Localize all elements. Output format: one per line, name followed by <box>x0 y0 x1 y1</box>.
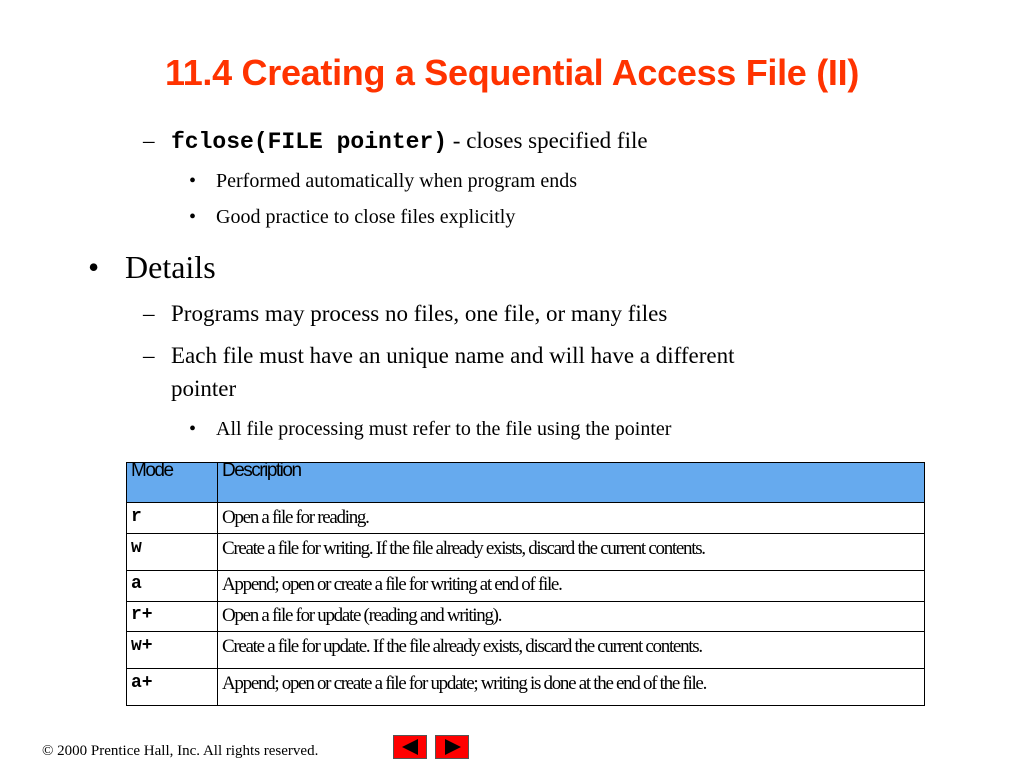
fclose-sub2: Good practice to close files explicitly <box>216 206 516 228</box>
sub-bullet-dot: • <box>189 206 197 228</box>
description-cell: Create a file for update. If the file already exists, discard the current contents. <box>218 632 925 669</box>
table-row <box>127 571 925 602</box>
next-slide-button[interactable] <box>435 735 469 759</box>
table-row <box>127 632 925 669</box>
description-cell: Append; open or create a file for writing at end of file. <box>218 571 925 602</box>
detail-dash: – <box>143 301 155 326</box>
description-cell: Open a file for reading. <box>218 503 925 534</box>
mode-cell: a+ <box>127 669 218 706</box>
detail-item-2: Each file must have an unique name and will have a different <box>171 343 735 368</box>
mode-cell: a <box>127 571 218 602</box>
table-row <box>127 534 925 571</box>
details-bullet: • <box>88 249 100 285</box>
detail-item-2-cont: pointer <box>171 376 237 401</box>
table-row <box>127 602 925 632</box>
table-row <box>127 669 925 706</box>
table-row <box>127 503 925 534</box>
left-arrow-icon <box>394 736 426 758</box>
description-cell: Open a file for update (reading and writing). <box>218 602 925 632</box>
slide-title: 11.4 Creating a Sequential Access File (II) <box>164 52 860 93</box>
header-mode: Mode <box>127 463 218 503</box>
detail-sub-1: All file processing must refer to the file using the pointer <box>216 418 672 440</box>
prev-slide-button[interactable] <box>393 735 427 759</box>
description-cell: Append; open or create a file for update; writing is done at the end of the file. <box>218 669 925 706</box>
sub-bullet-dot: • <box>189 170 197 192</box>
mode-cell: w <box>127 534 218 571</box>
detail-dash: – <box>143 343 155 368</box>
mode-cell: r <box>127 503 218 534</box>
header-description: Description <box>218 463 925 503</box>
description-cell: Create a file for writing. If the file already exists, discard the current contents. <box>218 534 925 571</box>
table-header-row <box>127 463 925 503</box>
fclose-text: - closes specified file <box>447 128 648 153</box>
details-heading: Details <box>125 249 216 285</box>
fclose-item <box>171 128 648 155</box>
detail-item-1: Programs may process no files, one file, or many files <box>171 301 668 326</box>
copyright-footer: © 2000 Prentice Hall, Inc. All rights reserved. <box>42 743 319 759</box>
file-modes-table <box>126 462 925 706</box>
mode-cell: r+ <box>127 602 218 632</box>
fclose-sub1: Performed automatically when program ends <box>216 170 577 192</box>
fclose-dash: – <box>143 128 155 153</box>
mode-cell: w+ <box>127 632 218 669</box>
sub-bullet-dot: • <box>189 418 197 440</box>
right-arrow-icon <box>436 736 468 758</box>
fclose-code: fclose(FILE pointer) <box>171 129 448 155</box>
